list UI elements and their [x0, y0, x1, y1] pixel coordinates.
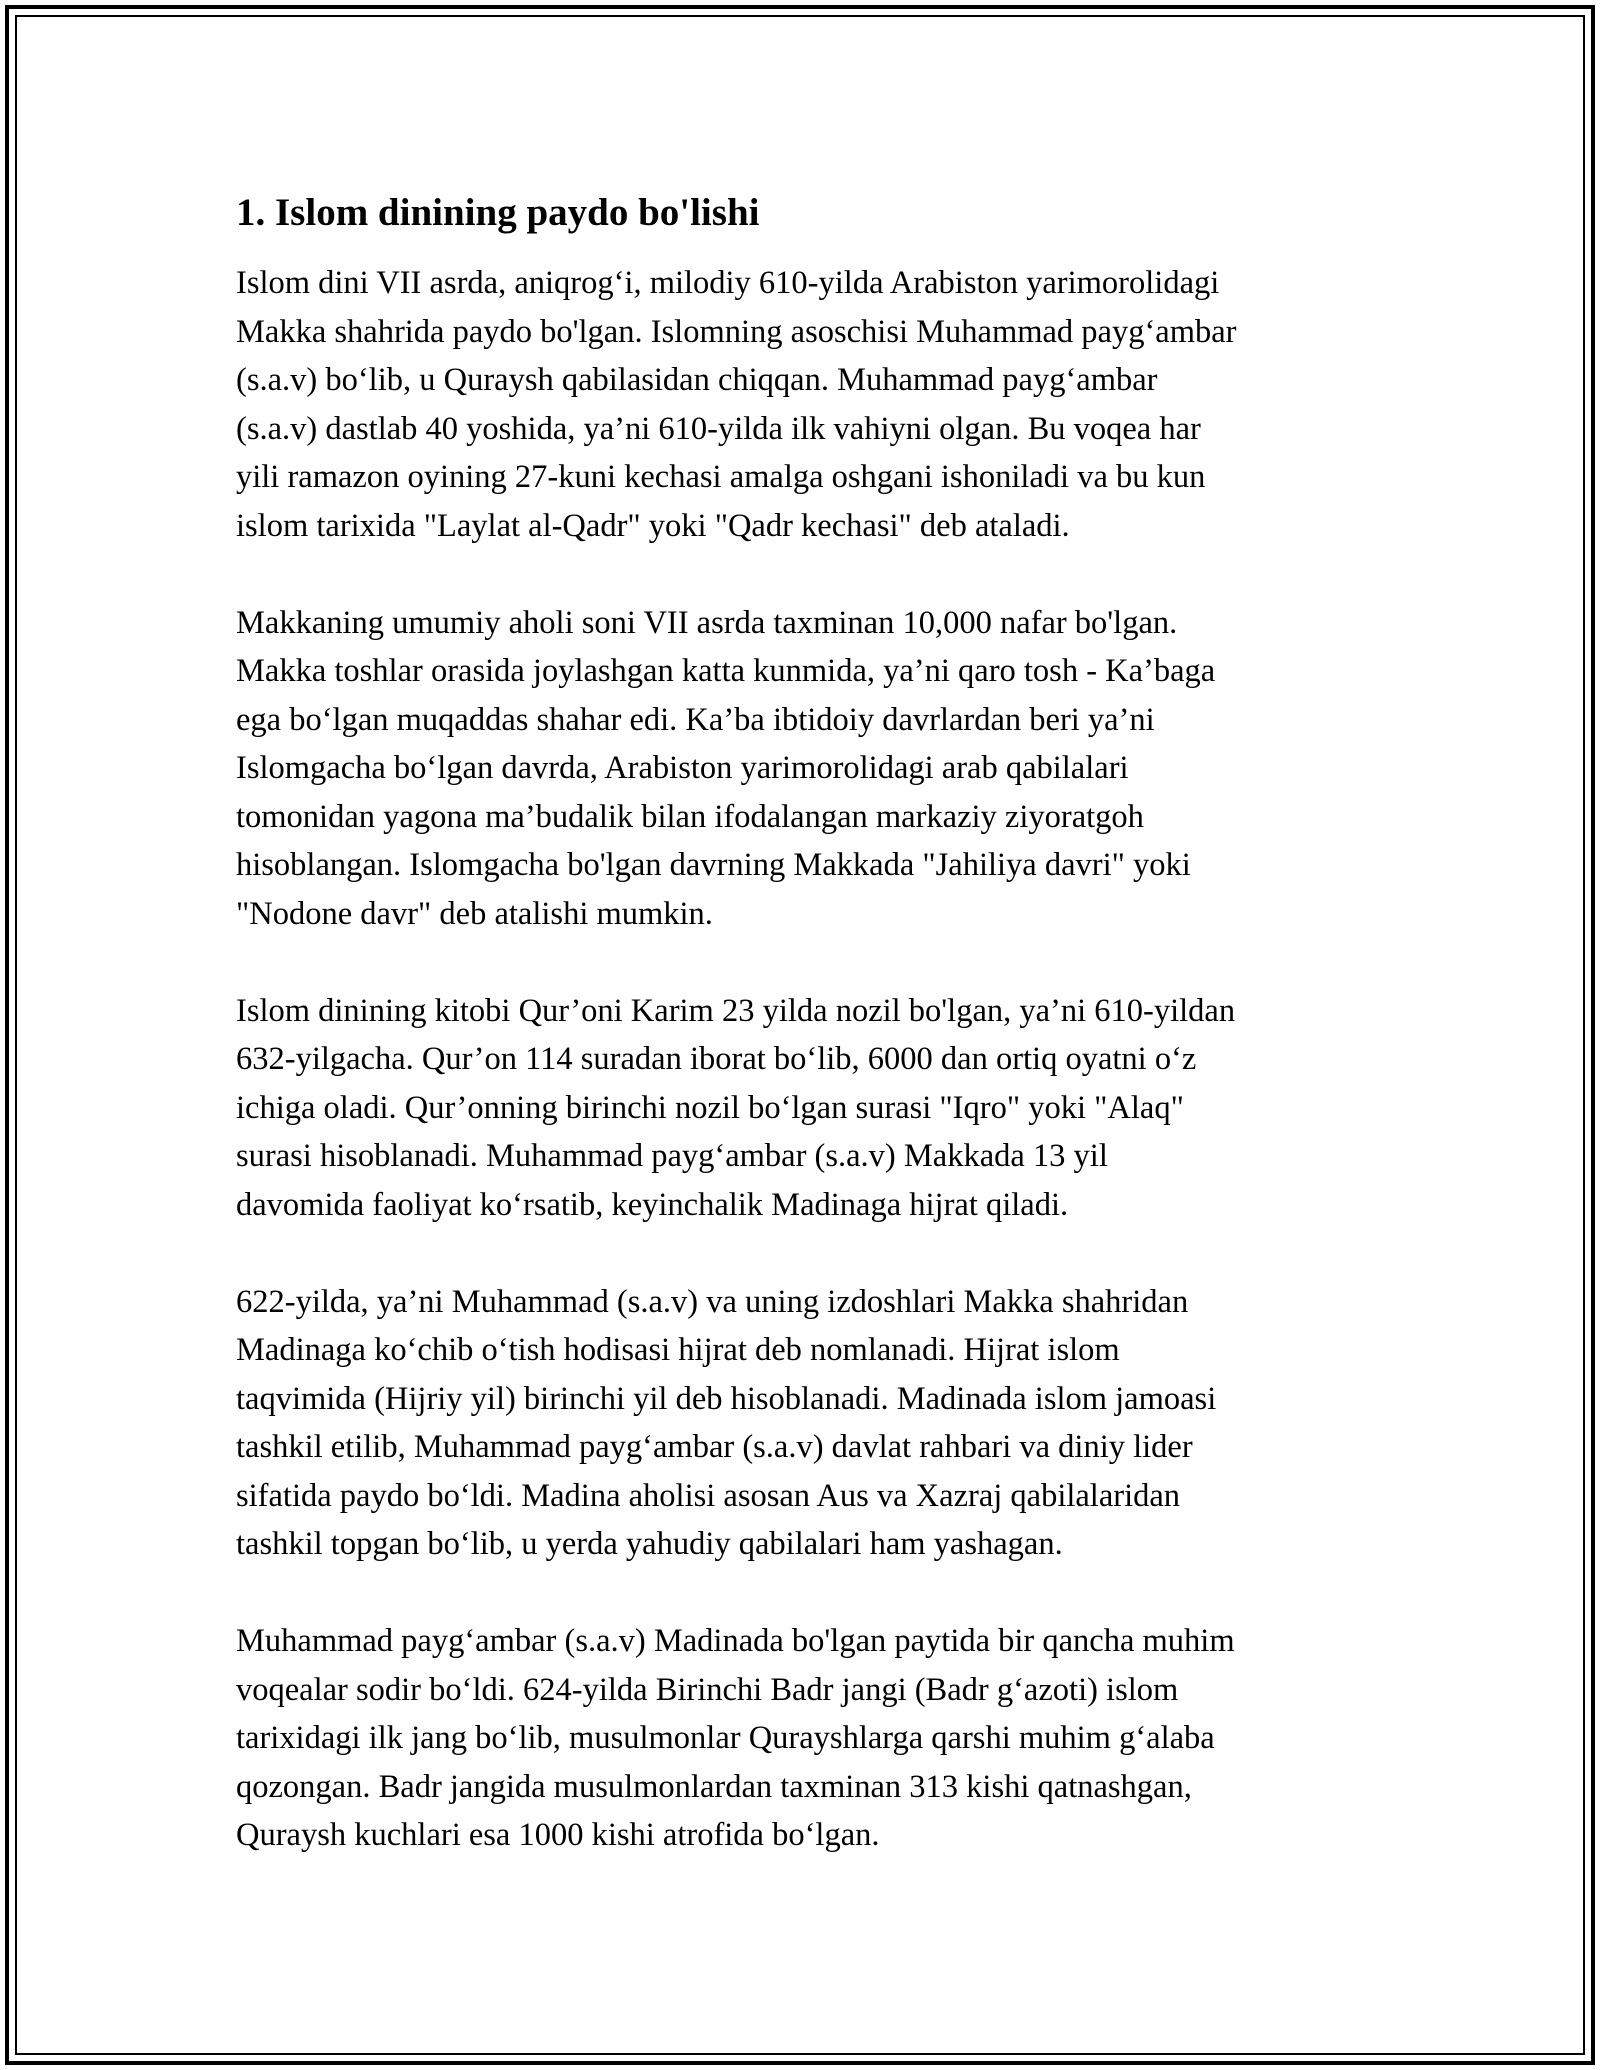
text-line: tomonidan yagona ma’budalik bilan ifodalangan markaziy ziyoratgoh	[236, 798, 1144, 835]
text-line: Madinaga ko‘chib o‘tish hodisasi hijrat deb nomlanadi. Hijrat islom	[236, 1332, 1120, 1368]
text-line: Muhammad payg‘ambar (s.a.v) Madinada bo'lgan paytida bir qancha muhim	[236, 1623, 1235, 1659]
text-line: tashkil etilib, Muhammad payg‘ambar (s.a.v) davlat rahbari va diniy lider	[236, 1429, 1193, 1465]
text-line: "Nodone davr" deb atalishi mumkin.	[236, 895, 713, 932]
paragraph	[236, 1278, 1376, 1569]
text-line: ega bo‘lgan muqaddas shahar edi. Ka’ba ibtidoiy davrlardan beri ya’ni	[236, 701, 1155, 738]
text-line: (s.a.v) bo‘lib, u Quraysh qabilasidan chiqqan. Muhammad payg‘ambar	[236, 362, 1158, 398]
text-line: Islom dini VII asrda, aniqrog‘i, milodiy 610-yilda Arabiston yarimorolidagi	[236, 265, 1220, 301]
text-line: sifatida paydo bo‘ldi. Madina aholisi asosan Aus va Xazraj qabilalaridan	[236, 1477, 1181, 1514]
paragraph-list	[236, 259, 1376, 1860]
text-line: Islomgacha bo‘lgan davrda, Arabiston yarimorolidagi arab qabilalari	[236, 750, 1129, 786]
document-body	[236, 185, 1376, 1908]
text-line: Islom dinining kitobi Qur’oni Karim 23 yilda nozil bo'lgan, ya’ni 610-yildan	[236, 992, 1236, 1029]
section-heading: 1. Islom dinining paydo bo'lishi	[236, 191, 760, 234]
text-line: voqealar sodir bo‘ldi. 624-yilda Birinchi Badr jangi (Badr g‘azoti) islom	[236, 1671, 1179, 1708]
paragraph	[236, 599, 1376, 939]
paragraph	[236, 259, 1376, 550]
text-line: davomida faoliyat ko‘rsatib, keyinchalik Madinaga hijrat qiladi.	[236, 1186, 1069, 1223]
text-line: Makka shahrida paydo bo'lgan. Islomning asoschisi Muhammad payg‘ambar	[236, 313, 1237, 350]
text-line: ichiga oladi. Qur’onning birinchi nozil bo‘lgan surasi "Iqro" yoki "Alaq"	[236, 1089, 1184, 1126]
text-line: surasi hisoblanadi. Muhammad payg‘ambar (s.a.v) Makkada 13 yil	[236, 1138, 1108, 1174]
text-line: taqvimida (Hijriy yil) birinchi yil deb hisoblanadi. Madinada islom jamoasi	[236, 1380, 1217, 1417]
text-line: hisoblangan. Islomgacha bo'lgan davrning Makkada "Jahiliya davri" yoki	[236, 847, 1191, 883]
text-line: qozongan. Badr jangida musulmonlardan taxminan 313 kishi qatnashgan,	[236, 1768, 1192, 1805]
text-line: Makka toshlar orasida joylashgan katta kunmida, ya’ni qaro tosh - Ka’baga	[236, 653, 1216, 689]
paragraph	[236, 1617, 1376, 1860]
paragraph	[236, 987, 1376, 1230]
text-line: 632-yilgacha. Qur’on 114 suradan iborat bo‘lib, 6000 dan ortiq oyatni o‘z	[236, 1041, 1197, 1077]
text-line: tashkil topgan bo‘lib, u yerda yahudiy qabilalari ham yashagan.	[236, 1526, 1063, 1562]
text-line: yili ramazon oyining 27-kuni kechasi amalga oshgani ishoniladi va bu kun	[236, 459, 1206, 495]
text-line: tarixidagi ilk jang bo‘lib, musulmonlar Qurayshlarga qarshi muhim g‘alaba	[236, 1720, 1215, 1756]
text-line: islom tarixida "Laylat al-Qadr" yoki "Qadr kechasi" deb ataladi.	[236, 507, 1070, 544]
text-line: 622-yilda, ya’ni Muhammad (s.a.v) va uning izdoshlari Makka shahridan	[236, 1283, 1189, 1320]
text-line: (s.a.v) dastlab 40 yoshida, ya’ni 610-yilda ilk vahiyni olgan. Bu voqea har	[236, 410, 1201, 447]
text-line: Quraysh kuchlari esa 1000 kishi atrofida bo‘lgan.	[236, 1817, 880, 1853]
text-line: Makkaning umumiy aholi soni VII asrda taxminan 10,000 nafar bo'lgan.	[236, 604, 1178, 641]
